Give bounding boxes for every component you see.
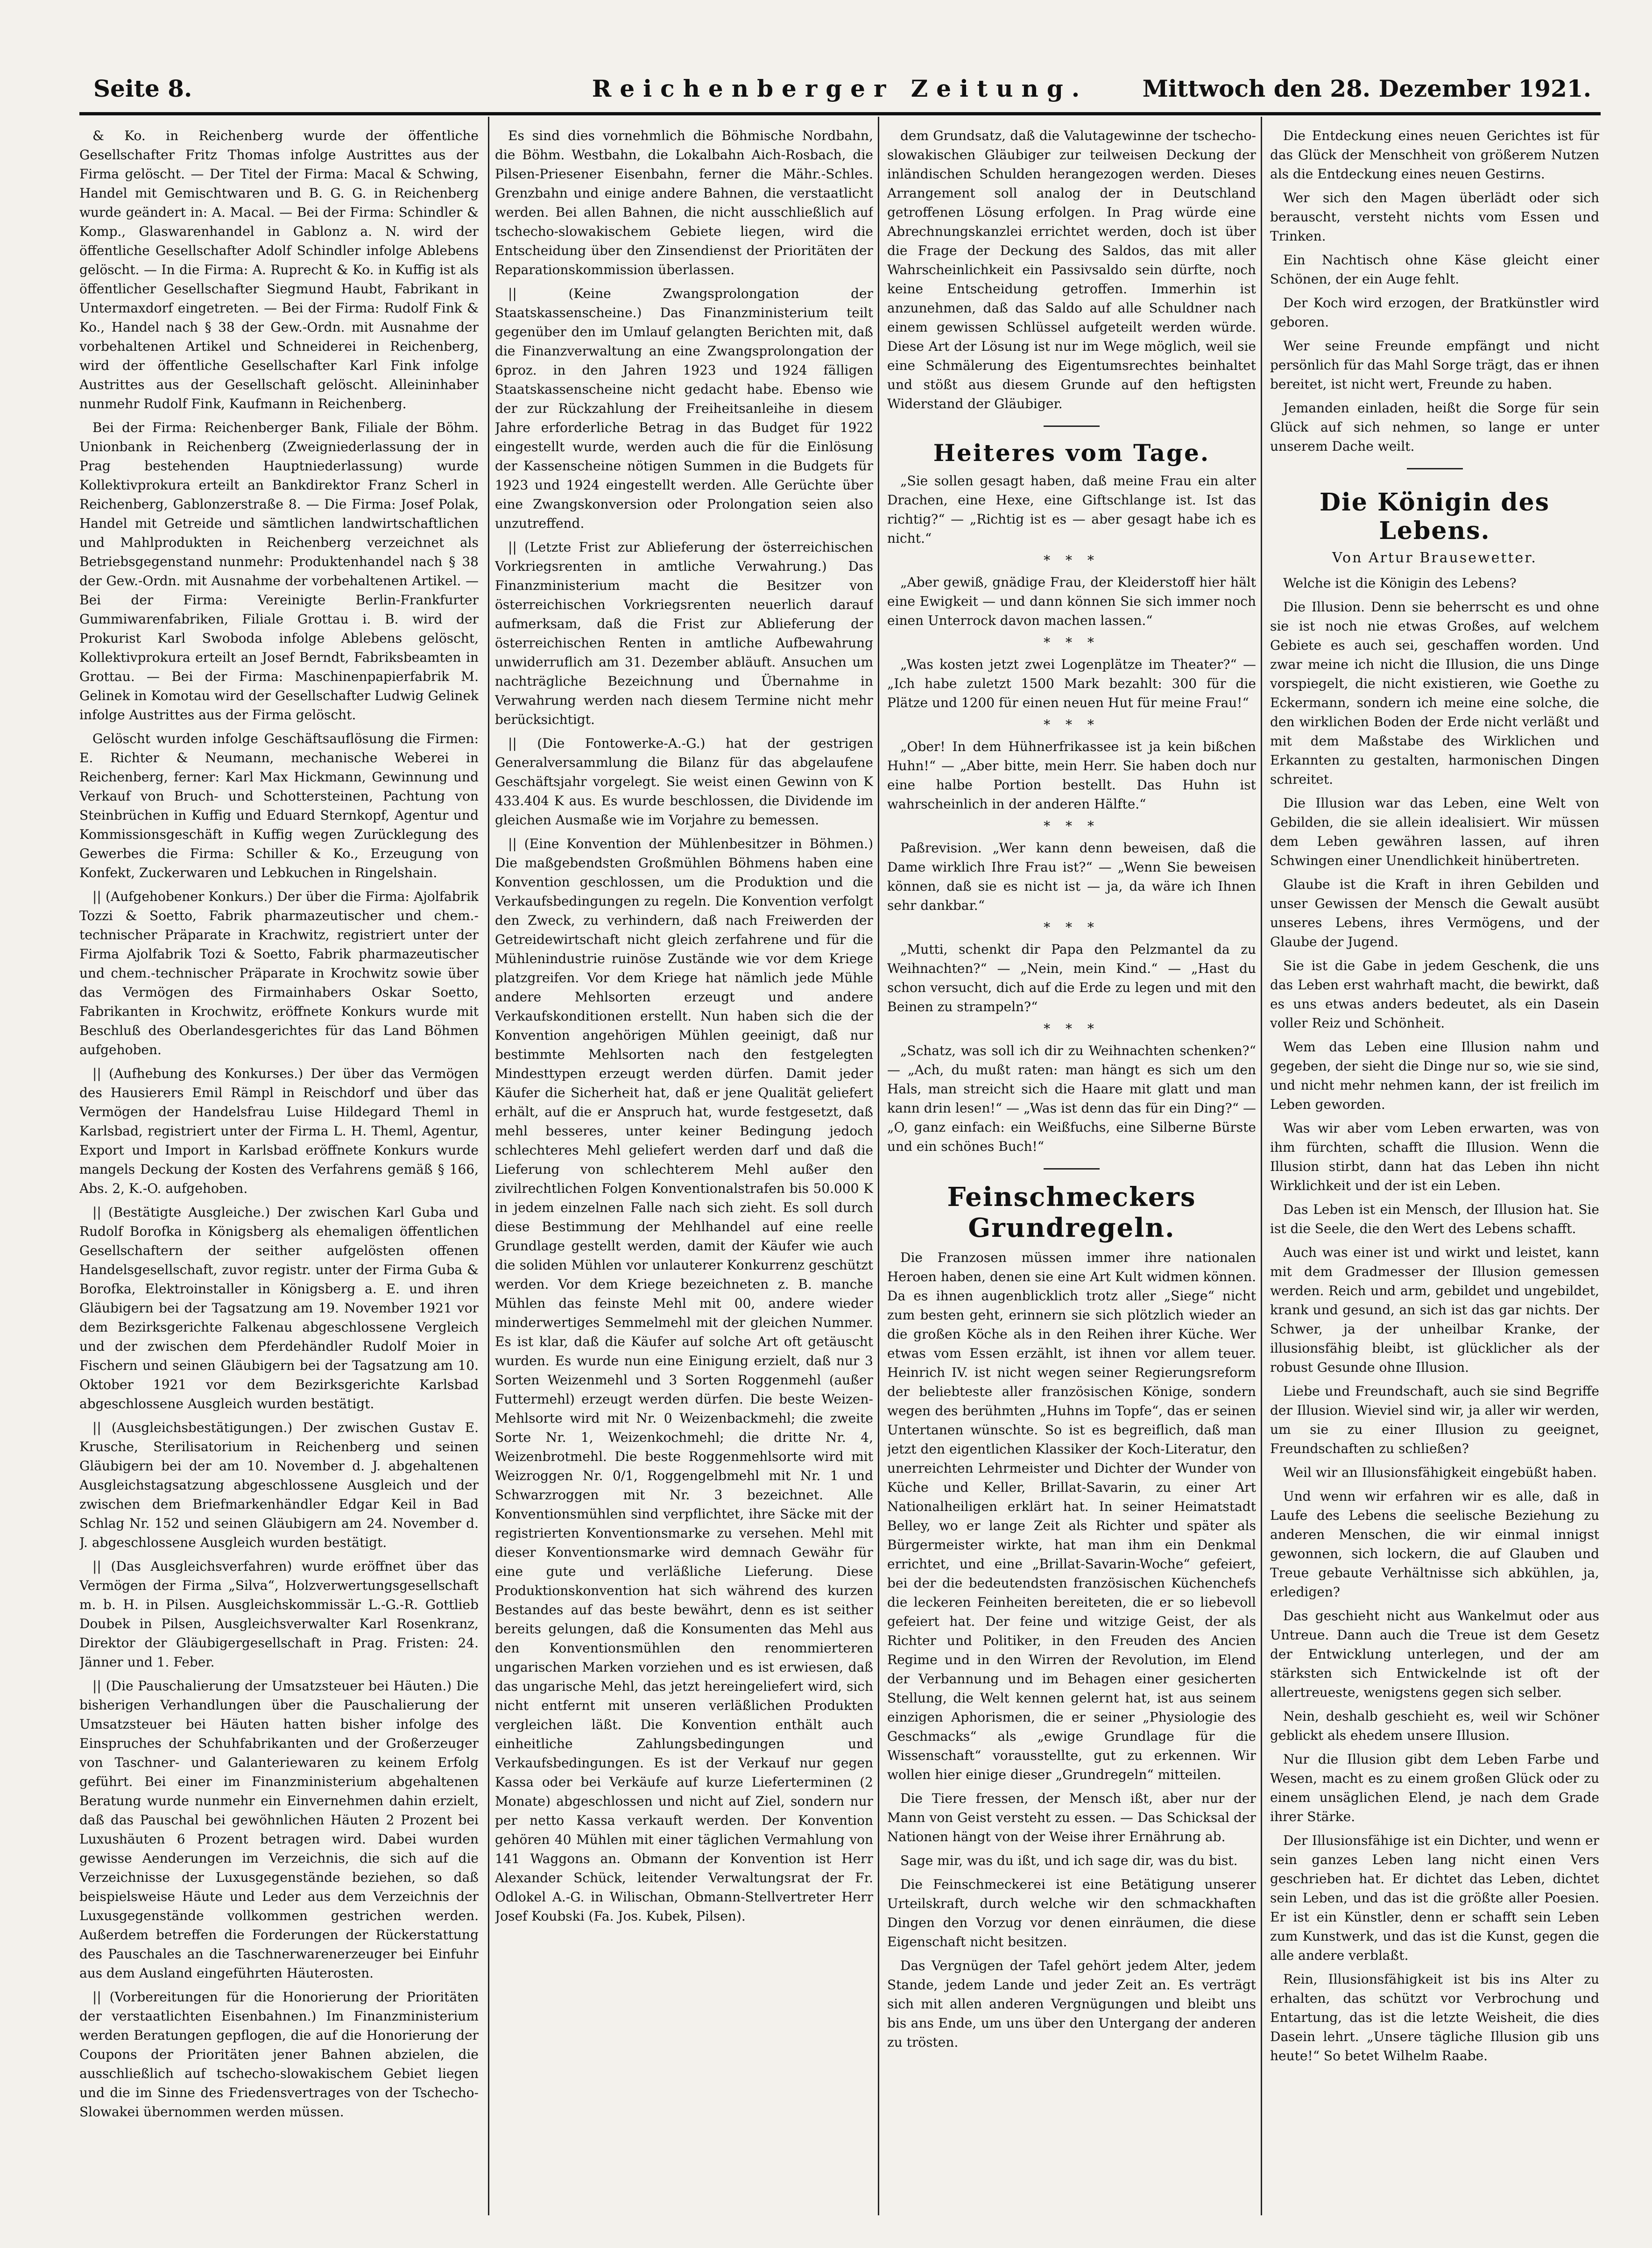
news-paragraph: || (Ausgleichsbestätigungen.) Der zwischen Gustav E. Krusche, Sterilisatorium in Reichenberg und seinen Gläubigern bei der am 10. November d. J. abgehaltenen Ausgleichstagsatzung abgeschlossene Ausgleich und der zwischen dem Briefmarkenhändler Edgar Keil in Bad Schlag Nr. 152 und seinen Gläubigern am 24. November d. J. abgeschlossene Ausgleich wurden bestätigt. xyxy=(79,1420,479,1550)
newspaper-title: Reichenberger Zeitung. xyxy=(592,75,1088,102)
article-paragraph: Welche ist die Königin des Lebens? xyxy=(1283,575,1517,591)
news-paragraph: || (Bestätigte Ausgleiche.) Der zwischen Karl Guba und Rudolf Borofka in Königsberg als ehemaligen öffentlichen Gesellschaftern der seither aufgelösten offenen Handelsgesellschaft, zuvor registr. unter der Firma Guba & Borofka, Elektroinstaller in Königsberg a. E. und ihren Gläubigern bei der Tagsatzung am 19. November 1921 vor dem Bezirksgerichte Falkenau abgeschlossene Vergleich und der zwischen dem Pferdehändler Rudolf Moier in Fischern und seinen Gläubigern bei der Tagsatzung am 10. Oktober 1921 vor dem Bezirksgerichte Karlsbad abgeschlossene Ausgleich wurden bestätigt. xyxy=(79,1205,479,1411)
article-paragraph: Sage mir, was du ißt, und ich sage dir, was du bist. xyxy=(900,1853,1238,1868)
joke-paragraph: Paßrevision. „Wer kann denn beweisen, daß die Dame wirklich Ihre Frau ist?“ — „Wenn Sie beweisen können, daß sie es nicht ist — ja, da wäre ich Ihnen sehr dankbar.“ xyxy=(887,840,1256,913)
joke-paragraph: „Sie sollen gesagt haben, daß meine Frau ein alter Drachen, eine Hexe, eine Giftschlange ist. Ist das richtig?“ — „Richtig ist es — aber gesagt habe ich es nicht.“ xyxy=(887,473,1256,546)
star-separator: * * * xyxy=(1044,920,1100,935)
article-paragraph: Rein, Illusionsfähigkeit ist bis ins Alter zu erhalten, das schützt vor Verbrochung und Entartung, das ist die letzte Weisheit, die dies Dasein lehrt. „Unsere tägliche Illusion gib uns heute!“ So betet Wilhelm Raabe. xyxy=(1270,1971,1599,2064)
article-paragraph: Die Franzosen müssen immer ihre nationalen Heroen haben, denen sie eine Art Kult widmen können. Da es ihnen augenblicklich trotz aller „Siege“ nicht zum besten geht, erinnern sie sich plötzlich wieder an die großen Köche als in den Reihen ihrer Küche. Wer etwas vom Essen erzählt, ist ihnen vor allem teuer. Heinrich IV. ist nicht wegen seiner Regierungsreform der beliebteste aller französischen Könige, sondern wegen des berühmten „Huhns im Topfe“, das er seinen Untertanen wünschte. So ist es begreiflich, daß man jetzt den eigentlichen Klassiker der Koch-Literatur, den unerreichten Lehrmeister und Dichter der Wunder von Küche und Keller, Brillat-Savarin, zu einer Art Nationalheiligen erklärt hat. In seiner Heimatstadt Belley, wo er lange Zeit als Richter und später als Bürgermeister wirkte, hat man ihm ein Denkmal errichtet, und eine „Brillat-Savarin-Woche“ gefeiert, bei der die bedeutendsten französischen Küchenchefs die leckeren Feinheiten bereiteten, die er so liebevoll gefeiert hat. Der feine und witzige Geist, der als Richter und Politiker, in den Freuden des Ancien Regime und in den Wirren der Revolution, im Elend der Verbannung und im Behagen einer gesicherten Stellung, die Welt kennen gelernt hat, ist aus seinem einzigen Aphorismen, die er seiner „Physiologie des Geschmacks“ als „ewige Grundlage für die Wissenschaft“ vorausstellte, gut zu erkennen. Wir wollen hier einige dieser „Grundregeln“ mitteilen. xyxy=(887,1250,1256,1782)
article-paragraph: Glaube ist die Kraft in ihren Gebilden und unser Gewissen der Mensch die Gewalt ausübt unseres Lebens, ihres Vermögens, und der Glaube der Jugend. xyxy=(1270,877,1599,950)
column-4-body xyxy=(1270,126,1599,456)
aphorism-paragraph: Wer sich den Magen überlädt oder sich berauscht, versteht nichts vom Essen und Trinken. xyxy=(1270,190,1599,244)
article-paragraph: Das Vergnügen der Tafel gehört jedem Alter, jedem Stande, jedem Lande und jeder Zeit an. Es verträgt sich mit allen anderen Vergnügungen und bleibt uns bis ans Ende, um uns über den Untergang der anderen zu trösten. xyxy=(887,1958,1256,2050)
heiteres-heading: Heiteres vom Tage. xyxy=(933,439,1210,467)
koenigin-heading: Die Königin des Lebens. xyxy=(1319,488,1550,545)
article-columns xyxy=(79,117,1601,2215)
article-paragraph: Nur die Illusion gibt dem Leben Farbe und Wesen, macht es zu einem großen Glück oder zu einem unsäglichen Elend, je nach dem Grade ihrer Stärke. xyxy=(1270,1752,1599,1824)
aphorism-paragraph: Der Koch wird erzogen, der Bratkünstler wird geboren. xyxy=(1270,295,1599,330)
news-paragraph: || (Eine Konvention der Mühlenbesitzer in Böhmen.) Die maßgebendsten Großmühlen Böhmens haben eine Konvention geschlossen, um die Produktion und die Verkaufsbedingungen zu regeln. Die Konvention verfolgt den Zweck, zu verhindern, daß nach Freiwerden der Getreidewirtschaft nicht gleich zerfahrene und für die Mühlenindustrie ruinöse Zustände wie vor dem Kriege platzgreifen. Vor dem Kriege hat nämlich jede Mühle andere Mehlsorten erzeugt und andere Verkaufskonditionen erstellt. Nun haben sich die der Konvention angehörigen Mühlen geeinigt, daß nur bestimmte Mehlsorten nach den festgelegten Mindesttypen erzeugt werden dürfen. Damit jeder Käufer die Sicherheit hat, daß er jene Qualität geliefert erhält, auf die er Anspruch hat, wurde festgesetzt, daß mehl besseres, unter keiner Bedingung jedoch schlechteres Mehl geliefert werden darf und daß die Lieferung von schlechterem Mehl außer den zivilrechtlichen Folgen Konventionalstrafen bis 50.000 K in jedem einzelnen Falle nach sich zieht. Es soll durch diese Bestimmung der Mehlhandel auf eine reelle Grundlage gestellt werden, damit der Käufer wie auch die soliden Mühlen vor unlauterer Konkurrenz geschützt werden. Vor dem Kriege bezeichneten z. B. manche Mühlen das feinste Mehl mit 00, andere wieder minderwertiges Semmelmehl mit der gleichen Nummer. Es ist klar, daß die Käufer auf solche Art oft getäuscht wurden. Es wurde nun eine Einigung erzielt, daß nur 3 Sorten Weizenmehl und 3 Sorten Roggenmehl (außer Futtermehl) erzeugt werden dürfen. Die beste Weizen-Mehlsorte wird mit Nr. 0 Weizenbackmehl; die zweite Sorte Nr. 1, Weizenkochmehl; die dritte Nr. 4, Weizenbrotmehl. Die beste Roggenmehlsorte wird mit Weizroggen Nr. 0/1, Roggengelbmehl mit Nr. 1 und Schwarzroggen mit Nr. 3 bezeichnet. Alle Konventionsmühlen sind verpflichtet, ihre Säcke mit der registrierten Konventionsmarke zu versehen. Mehl mit dieser Konventionsmarke wird demnach Gewähr für eine gute und verläßliche Lieferung. Diese Produktionskonvention hat sich während des kurzen Bestandes auf das beste bewährt, denn es ist seither bereits gelungen, daß die Konsumenten das Mehl aus den Konventionsmühlen den renommierteren ungarischen Marken vorziehen und es ist erwiesen, daß das ungarische Mehl, das jetzt hereingeliefert wird, sich nicht entfernt mit unseren verläßlichen Produkten vergleichen läßt. Die Konvention enthält auch einheitliche Zahlungsbedingungen und Verkaufsbedingungen. Es ist der Verkauf nur gegen Kassa oder bei Verkäufe auf kurze Lieferterminen (2 Monate) abgeschlossen und nicht auf Ziel, sondern nur per netto Kassa verkauft werden. Der Konvention gehören 40 Mühlen mit einer täglichen Vermahlung von 141 Waggons an. Obmann der Konvention ist Herr Alexander Schück, leitender Verwaltungsrat der Fr. Odlokel A.-G. in Wilischan, Obmann-Stellvertreter Herr Josef Koubski (Fa. Jos. Kubek, Pilsen). xyxy=(495,836,873,1924)
column-3-body xyxy=(887,126,1256,413)
article-paragraph: Wem das Leben eine Illusion nahm und gegeben, der sieht die Dinge nur so, wie sie sind, und nicht mehr nehmen kann, der ist freilich im Leben geworden. xyxy=(1270,1039,1599,1112)
article-paragraph: Was wir aber vom Leben erwarten, was von ihm fürchten, schafft die Illusion. Wenn die Illusion stirbt, dann hat das Leben ihn nicht Wirklichkeit und der ist ein Leben. xyxy=(1270,1120,1599,1193)
joke-paragraph: „Schatz, was soll ich dir zu Weihnachten schenken?“ — „Ach, du mußt raten: man hängt es sich um den Hals, man streicht sich die Haare mit glatt und man kann drin lesen!“ — „Was ist denn das für ein Ding?“ — „O, ganz einfach: ein Weißfuchs, eine Silberne Bürste und ein schönes Buch!“ xyxy=(887,1043,1256,1154)
star-separator: * * * xyxy=(1044,635,1100,650)
star-separator: * * * xyxy=(1044,553,1100,568)
news-paragraph: || (Die Pauschalierung der Umsatzsteuer bei Häuten.) Die bisherigen Verhandlungen über die Pauschalierung der Umsatzsteuer bei Häuten hatten bisher infolge des Einspruches der Schuhfabrikanten und der Großerzeuger von Taschner- und Galanteriewaren zu keinem Erfolg geführt. Bei einer im Finanzministerium abgehaltenen Beratung wurde nunmehr ein Einvernehmen dahin erzielt, daß das Pauschal bei gewöhnlichen Häuten 2 Prozent bei Luxushäuten 6 Prozent betragen wird. Dabei wurden gewisse Aenderungen im Verzeichnis, die sich auf die Verzeichnisse der Luxusgegenstände beziehen, so daß beispielsweise Häute und Leder aus dem Verzeichnis der Luxusgegenstände vollkommen gestrichen werden. Außerdem betreffen die Forderungen der Rückerstattung des Pauschales an die Taschnerwarenerzeuger bei Einfuhr aus dem Ausland eingeführten Häuterosten. xyxy=(79,1678,479,1981)
article-paragraph: Das geschieht nicht aus Wankelmut oder aus Untreue. Dann auch die Treue ist dem Gesetz der Entwicklung unterlegen, und der am stärksten sich Entwickelnde ist oft der allertreueste, wenigstens gegen sich selber. xyxy=(1270,1608,1599,1700)
article-paragraph: Das Leben ist ein Mensch, der Illusion hat. Sie ist die Seele, die den Wert des Lebens schafft. xyxy=(1270,1202,1599,1236)
news-paragraph: || (Die Fontowerke-A.-G.) hat der gestrigen Generalversammlung die Bilanz für das abgelaufene Geschäftsjahr vorgelegt. Sie weist einen Gewinn von K 433.404 K aus. Es wurde beschlossen, die Dividende im gleichen Ausmaße wie im Vorjahre zu bemessen. xyxy=(495,736,873,828)
issue-date: Mittwoch den 28. Dezember 1921. xyxy=(1142,75,1591,102)
article-paragraph: Die Feinschmeckerei ist eine Betätigung unserer Urteilskraft, durch welche wir den schmackhaften Dingen den Vorzug vor denen einräumen, die diese Eigenschaft nicht besitzen. xyxy=(887,1877,1256,1950)
aphorism-paragraph: Die Entdeckung eines neuen Gerichtes ist für das Glück der Menschheit von größerem Nutzen als die Entdeckung eines neuen Gestirns. xyxy=(1270,128,1599,182)
column-3 xyxy=(887,117,1256,2215)
news-paragraph: & Ko. in Reichenberg wurde der öffentliche Gesellschafter Fritz Thomas infolge Austrittes aus der Firma gelöscht. — Der Titel der Firma: Macal & Schwing, Handel mit Gemischtwaren und B. G. G. in Reichenberg wurde geändert in: A. Macal. — Bei der Firma: Schindler & Komp., Glaswarenhandel in Gablonz a. N. wird der öffentliche Gesellschafter Adolf Schindler infolge Ablebens gelöscht. — In die Firma: A. Ruprecht & Ko. in Kuffig ist als öffentlicher Gesellschafter Siegmund Haubt, Fabrikant in Untermaxdorf eingetreten. — Bei der Firma: Rudolf Fink & Ko., Handel nach § 38 der Gew.-Ordn. mit Ausnahme der vorbehaltenen Artikel und Schneiderei in Reichenberg, wird der öffentliche Gesellschafter Karl Fink infolge Austrittes aus der Gesellschaft gelöscht. Alleininhaber nunmehr Rudolf Fink, Kaufmann in Reichenberg. xyxy=(79,128,479,411)
news-paragraph: dem Grundsatz, daß die Valutagewinne der tschecho-slowakischen Gläubiger zur teilweisen Deckung der inländischen Schulden herangezogen werden. Dieses Arrangement soll analog der in Deutschland getroffenen Lösung erfolgen. In Prag würde eine Abrechnungskanzlei errichtet werden, doch ist über die Frage der Deckung des Saldos, das mit aller Wahrscheinlichkeit ein Passivsaldo sein dürfte, noch keine Entscheidung getroffen. Immerhin ist anzunehmen, daß das Saldo auf alle Schuldner nach einem gewissen Schlüssel aufgeteilt werden würde. Diese Art der Lösung ist nur im Wege möglich, weil sie eine Schmälerung des Eigentumsrechtes beinhaltet und stößt aus diesem Grunde auf den heftigsten Widerstand der Gläubiger. xyxy=(887,128,1256,411)
column-1-body xyxy=(79,126,479,2121)
news-paragraph: || (Aufgehobener Konkurs.) Der über die Firma: Ajolfabrik Tozzi & Soetto, Fabrik pharmazeutischer und chem.-technischer Präparate in Krachwitz, registriert unter der Firma Ajolfabrik Tozi & Soetto, Fabrik pharmazeutischer und chem.-technischer Präparate in Krochwitz sowie über das Vermögen des Firmainhabers Oskar Soetto, Fabrikanten in Krochwitz, eröffnete Konkurs wurde mit Beschluß des Oberlandesgerichtes für das Land Böhmen aufgehoben. xyxy=(79,889,479,1057)
separator-rule xyxy=(1044,1168,1100,1170)
koenigin-body xyxy=(1270,574,1599,2065)
article-paragraph: Sie ist die Gabe in jedem Geschenk, die uns das Leben erst wahrhaft macht, die bewirkt, daß es uns etwas anders bedeutet, als ein Dasein voller Reiz und Schönheit. xyxy=(1270,958,1599,1031)
column-1 xyxy=(79,117,479,2215)
news-paragraph: || (Letzte Frist zur Ablieferung der österreichischen Vorkriegsrenten in amtliche Verwahrung.) Das Finanzministerium macht die Besitzer von österreichischen Vorkriegsrenten neuerlich darauf aufmerksam, daß die Frist zur Ablieferung der österreichischen Renten in amtliche Aufbewahrung unwiderruflich am 31. Dezember abläuft. Ansuchen um nachträgliche Bezeichnung und Übernahme in Verwahrung werden nach diesem Termine nicht mehr berücksichtigt. xyxy=(495,539,873,727)
star-separator: * * * xyxy=(1044,717,1100,732)
article-paragraph: Liebe und Freundschaft, auch sie sind Begriffe der Illusion. Wieviel sind wir, ja aller wir werden, um sie zu einer Illusion zu geeignet, Freundschaften zu schließen? xyxy=(1270,1383,1599,1456)
aphorism-paragraph: Jemanden einladen, heißt die Sorge für sein Glück auf sich nehmen, so lange er unter unserem Dache weilt. xyxy=(1270,400,1599,454)
separator-rule xyxy=(1407,468,1463,469)
aphorism-paragraph: Ein Nachtisch ohne Käse gleicht einer Schönen, der ein Auge fehlt. xyxy=(1270,252,1599,287)
news-paragraph: || (Das Ausgleichsverfahren) wurde eröffnet über das Vermögen der Firma „Silva“, Holzverwertungsgesellschaft m. b. H. in Pilsen. Ausgleichskommissär L.-G.-R. Gottlieb Doubek in Pilsen, Ausgleichsverwalter Karl Rosenkranz, Direktor der Gläubigergesellschaft in Prag. Fristen: 24. Jänner und 1. Feber. xyxy=(79,1559,479,1670)
news-paragraph: Es sind dies vornehmlich die Böhmische Nordbahn, die Böhm. Westbahn, die Lokalbahn Aich-Rosbach, die Pilsen-Priesener Eisenbahn, ferner die Mähr.-Schles. Grenzbahn und einige andere Bahnen, die verstaatlicht werden. Bei allen Bahnen, die nicht ausschließlich auf tschecho-slowakischem Gebiete liegen, wird die Entscheidung über den Zinsendienst der Prioritäten der Reparationskommission überlassen. xyxy=(495,128,873,277)
news-paragraph: || (Vorbereitungen für die Honorierung der Prioritäten der verstaatlichten Eisenbahnen.) Im Finanzministerium werden Beratungen gepflogen, die auf die Honorierung der Coupons der Prioritäten jener Bahnen abzielen, die ausschließlich auf tschecho-slowakischem Gebiet liegen und die im Sinne des Friedensvertrages von der Tschecho-Slowakei übernommen werden müssen. xyxy=(79,1989,479,2120)
aphorism-paragraph: Wer seine Freunde empfängt und nicht persönlich für das Mahl Sorge trägt, das er ihnen bereitet, ist nicht wert, Freunde zu haben. xyxy=(1270,338,1599,392)
article-paragraph: Die Illusion war das Leben, eine Welt von Gebilden, die sie allein idealisiert. Wir müssen dem Leben gewähren lassen, auf ihren Schwingen einer Unendlichkeit hinübertreten. xyxy=(1270,795,1599,868)
author-byline: Von Artur Brausewetter. xyxy=(1332,550,1537,566)
column-2-body xyxy=(495,126,873,1926)
article-paragraph: Die Tiere fressen, der Mensch ißt, aber nur der Mann von Geist versteht zu essen. — Das Schicksal der Nationen hängt von der Weise ihrer Ernährung ab. xyxy=(887,1791,1256,1844)
article-paragraph: Auch was einer ist und wirkt und leistet, kann mit dem Gradmesser der Illusion gemessen werden. Reich und arm, gebildet und ungebildet, krank und gesund, an sich ist das gar nichts. Der Schwer, ja der unheilbar Kranke, der illusionsfähig bleibt, ist glücklicher als der robust Gesunde ohne Illusion. xyxy=(1270,1245,1599,1375)
article-paragraph: Und wenn wir erfahren wir es alle, daß in Laufe des Lebens die seelische Beziehung zu anderen Menschen, die wir einmal innigst gewonnen, sich lockern, die auf Glauben und Treue gebaute Verhältnisse sich abkühlen, ja, erledigen? xyxy=(1270,1489,1599,1600)
page-number: Seite 8. xyxy=(93,75,192,102)
joke-paragraph: „Was kosten jetzt zwei Logenplätze im Theater?“ — „Ich habe zuletzt 1500 Mark bezahlt: 300 für die Plätze und 1200 für einen neuen Hut für meine Frau!“ xyxy=(887,657,1256,710)
separator-rule xyxy=(1044,425,1100,427)
feinschmecker-body xyxy=(887,1248,1256,2052)
column-4 xyxy=(1270,117,1599,2215)
page-header xyxy=(79,70,1601,115)
feinschmecker-heading: Feinschmeckers Grundregeln. xyxy=(947,1182,1196,1243)
article-paragraph: Weil wir an Illusionsfähigkeit eingebüßt haben. xyxy=(1283,1465,1597,1480)
star-separator: * * * xyxy=(1044,1021,1100,1036)
joke-paragraph: „Ober! In dem Hühnerfrikassee ist ja kein bißchen Huhn!“ — „Aber bitte, mein Herr. Sie haben doch nur eine halbe Portion bestellt. Das Huhn ist wahrscheinlich in der anderen Hälfte.“ xyxy=(887,739,1256,812)
article-paragraph: Der Illusionsfähige ist ein Dichter, und wenn er sein ganzes Leben lang nicht einen Vers geschrieben hat. Er dichtet das Leben, dichtet sein Leben, und das ist die größte aller Poesien. Er ist ein Künstler, denn er schafft sein Leben zum Kunstwerk, und das ist die Kunst, gegen die alle andere verblaßt. xyxy=(1270,1833,1599,1963)
news-paragraph: Bei der Firma: Reichenberger Bank, Filiale der Böhm. Unionbank in Reichenberg (Zweigniederlassung der in Prag bestehenden Hauptniederlassung) wurde Kollektivprokura erteilt an Bankdirektor Franz Scherl in Reichenberg, Gablonzerstraße 8. — Die Firma: Josef Polak, Handel mit Getreide und sämtlichen landwirtschaftlichen und Mahlprodukten in Reichenberg verzeichnet als Betriebsgegenstand nunmehr: Produktenhandel nach § 38 der Gew.-Ordn. mit Ausnahme der vorbehaltenen Artikel. — Bei der Firma: Vereinigte Berlin-Frankfurter Gummiwarenfabriken, Filiale Grottau i. B. wird der Prokurist Karl Swoboda infolge Ablebens gelöscht, Kollektivprokura erteilt an Josef Berndt, Fabriksbeamten in Grottau. — Bei der Firma: Maschinenpapierfabrik M. Gelinek in Komotau wird der Gesellschafter Ludwig Gelinek infolge Austrittes aus der Firma gelöscht. xyxy=(79,420,479,723)
news-paragraph: || (Aufhebung des Konkurses.) Der über das Vermögen des Hausierers Emil Rämpl in Reischdorf und über das Vermögen der Handelsfrau Luise Hildegard Theml in Karlsbad, registriert unter der Firma L. H. Theml, Agentur, Export und Import in Karlsbad eröffnete Konkurs wurde mangels Deckung der Kosten des Verfahrens gemäß § 166, Abs. 2, K.-O. aufgehoben. xyxy=(79,1066,479,1196)
news-paragraph: Gelöscht wurden infolge Geschäftsauflösung die Firmen: E. Richter & Neumann, mechanische Weberei in Reichenberg, ferner: Karl Max Hickmann, Gewinnung und Verkauf von Bruch- und Schottersteinen, Pachtung von Steinbrüchen in Kuffig und Eduard Sternkopf, Agentur und Kommissionsgeschäft in Kuffig wegen Zurücklegung des Gewerbes die Firma: Schiller & Ko., Erzeugung von Konfekt, Zuckerwaren und Lebkuchen in Ringelshain. xyxy=(79,731,479,880)
joke-paragraph: „Aber gewiß, gnädige Frau, der Kleiderstoff hier hält eine Ewigkeit — und dann können Sie sich immer noch einen Unterrock davon machen lassen.“ xyxy=(887,574,1256,628)
column-2 xyxy=(495,117,873,2215)
article-paragraph: Die Illusion. Denn sie beherrscht es und ohne sie ist noch nie etwas Großes, auf welchem Gebiete es auch sei, geschaffen worden. Und zwar meine ich nicht die Illusion, die uns Dinge vorspiegelt, die nicht existieren, wie Goethe zu Eckermann, sondern ich meine eine solche, die den wirklichen Boden der Erde nicht verläßt und mit dem Maßstabe des Wirklichen und Erkannten zu gestalten, harmonischen Dingen schreitet. xyxy=(1270,599,1599,787)
article-paragraph: Nein, deshalb geschieht es, weil wir Schöner geblickt als ehedem unsere Illusion. xyxy=(1270,1709,1599,1743)
news-paragraph: || (Keine Zwangsprolongation der Staatskassenscheine.) Das Finanzministerium teilt gegenüber den im Umlauf gelangten Berichten mit, daß die Finanzverwaltung an eine Zwangsprolongation der 6proz. in den Jahren 1923 und 1924 fälligen Staatskassenscheine nicht gedacht habe. Ebenso wie der zur Rückzahlung der Freiheitsanleihe in diesem Jahre erforderliche Betrag in das Budget für 1922 eingestellt wurde, werden auch die für die Einlösung der Kassenscheine nötigen Summen in die Budgets für 1923 und 1924 eingestellt werden. Alle Gerüchte über eine Zwangskonversion oder Prolongation seien also unzutreffend. xyxy=(495,286,873,531)
joke-paragraph: „Mutti, schenkt dir Papa den Pelzmantel da zu Weihnachten?“ — „Nein, mein Kind.“ — „Hast du schon versucht, dich auf die Erde zu legen und mit den Beinen zu strampeln?“ xyxy=(887,942,1256,1014)
star-separator: * * * xyxy=(1044,818,1100,834)
heiteres-body xyxy=(887,471,1256,1156)
